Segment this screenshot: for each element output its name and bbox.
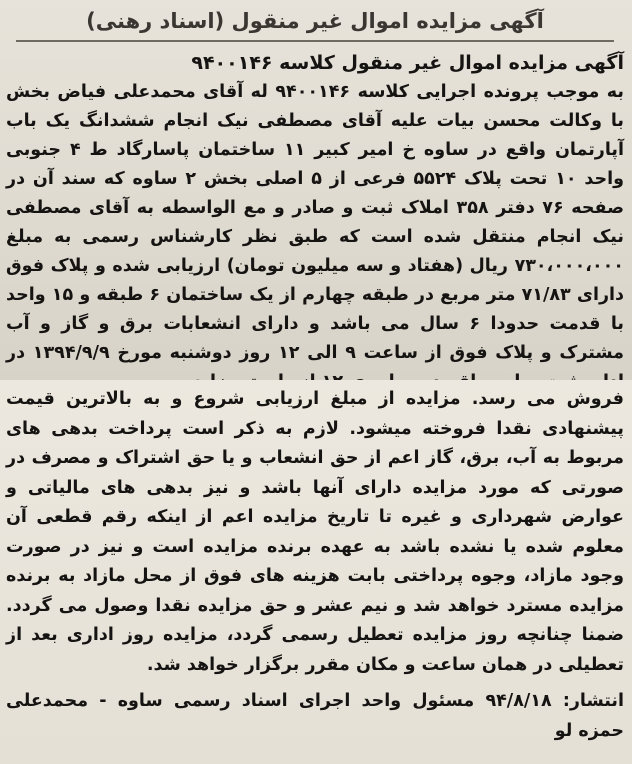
- notice-body-part2: فروش می رسد. مزایده از مبلغ ارزیابی شروع و به بالاترین قیمت پیشنهادی نقدا فروخته میشود. لازم به ذکر است پرداخت بدهی های مربوط به آب، برق، گاز اعم از حق انشعاب و یا حق اشتراک و مصرف در صورتی که مورد مزایده دارای آنها باشد و نیز بدهی های مالیاتی و عوارض شهرداری و غیره تا تاریخ مزایده اعم از اینکه رقم قطعی آن معلوم شده یا نشده باشد به عهده برنده مزایده است و نیز در صورت وجود مازاد، وجوه پرداختی بابت هزینه های فوق از محل مازاد به برنده مزایده مسترد خواهد شد و نیم عشر و حق مزایده نقدا وصول می گردد. ضمنا چنانچه روز مزایده تعطیل رسمی گردد، مزایده روز اداری بعد از تعطیلی در همان ساعت و مکان مقرر برگزار خواهد شد.: [6, 389, 624, 675]
- notice-body-part1: به موجب پرونده اجرایی کلاسه ۹۴۰۰۱۴۶ له آقای محمدعلی فیاض بخش با وکالت محسن بیات علیه آقای مصطفی نیک انجام ششدانگ یک باب آپارتمان واقع در ساوه خ امیر کبیر ۱۱ ساختمان پاسارگاد ط ۴ جنوبی واحد ۱۰ تحت پلاک ۵۵۲۴ فرعی از ۵ اصلی بخش ۲ ساوه که سند آن در صفحه ۷۶ دفتر ۳۵۸ املاک ثبت و صادر و مع الواسطه به آقای مصطفی نیک انجام منتقل شده است که طبق نظر کارشناس رسمی به مبلغ ۷۳۰،۰۰۰،۰۰۰ ریال (هفتاد و سه میلیون تومان) ارزیابی شده و پلاک فوق دارای ۷۱/۸۳ متر مربع در طبقه چهارم از یک ساختمان ۶ طبقه و ۱۵ واحد با قدمت حدودا ۶ سال می باشد و دارای انشعابات برق و گاز و آب مشترک و پلاک فوق از ساعت ۹ الی ۱۲ روز دوشنبه مورخ ۱۳۹۴/۹/۹ در: [6, 82, 625, 363]
- clipping-bottom-section: [0, 380, 632, 764]
- title-divider: [16, 40, 614, 42]
- notice-subheading: آگهی مزایده اموال غیر منقول کلاسه ۹۴۰۰۱۴۶: [191, 52, 624, 74]
- notice-title: آگهی مزایده اموال غیر منقول (اسناد رهنی): [86, 9, 544, 33]
- notice-footer: انتشار: ۹۴/۸/۱۸ مسئول واحد اجرای اسناد رسمی ساوه - محمدعلی حمزه لو: [6, 691, 624, 741]
